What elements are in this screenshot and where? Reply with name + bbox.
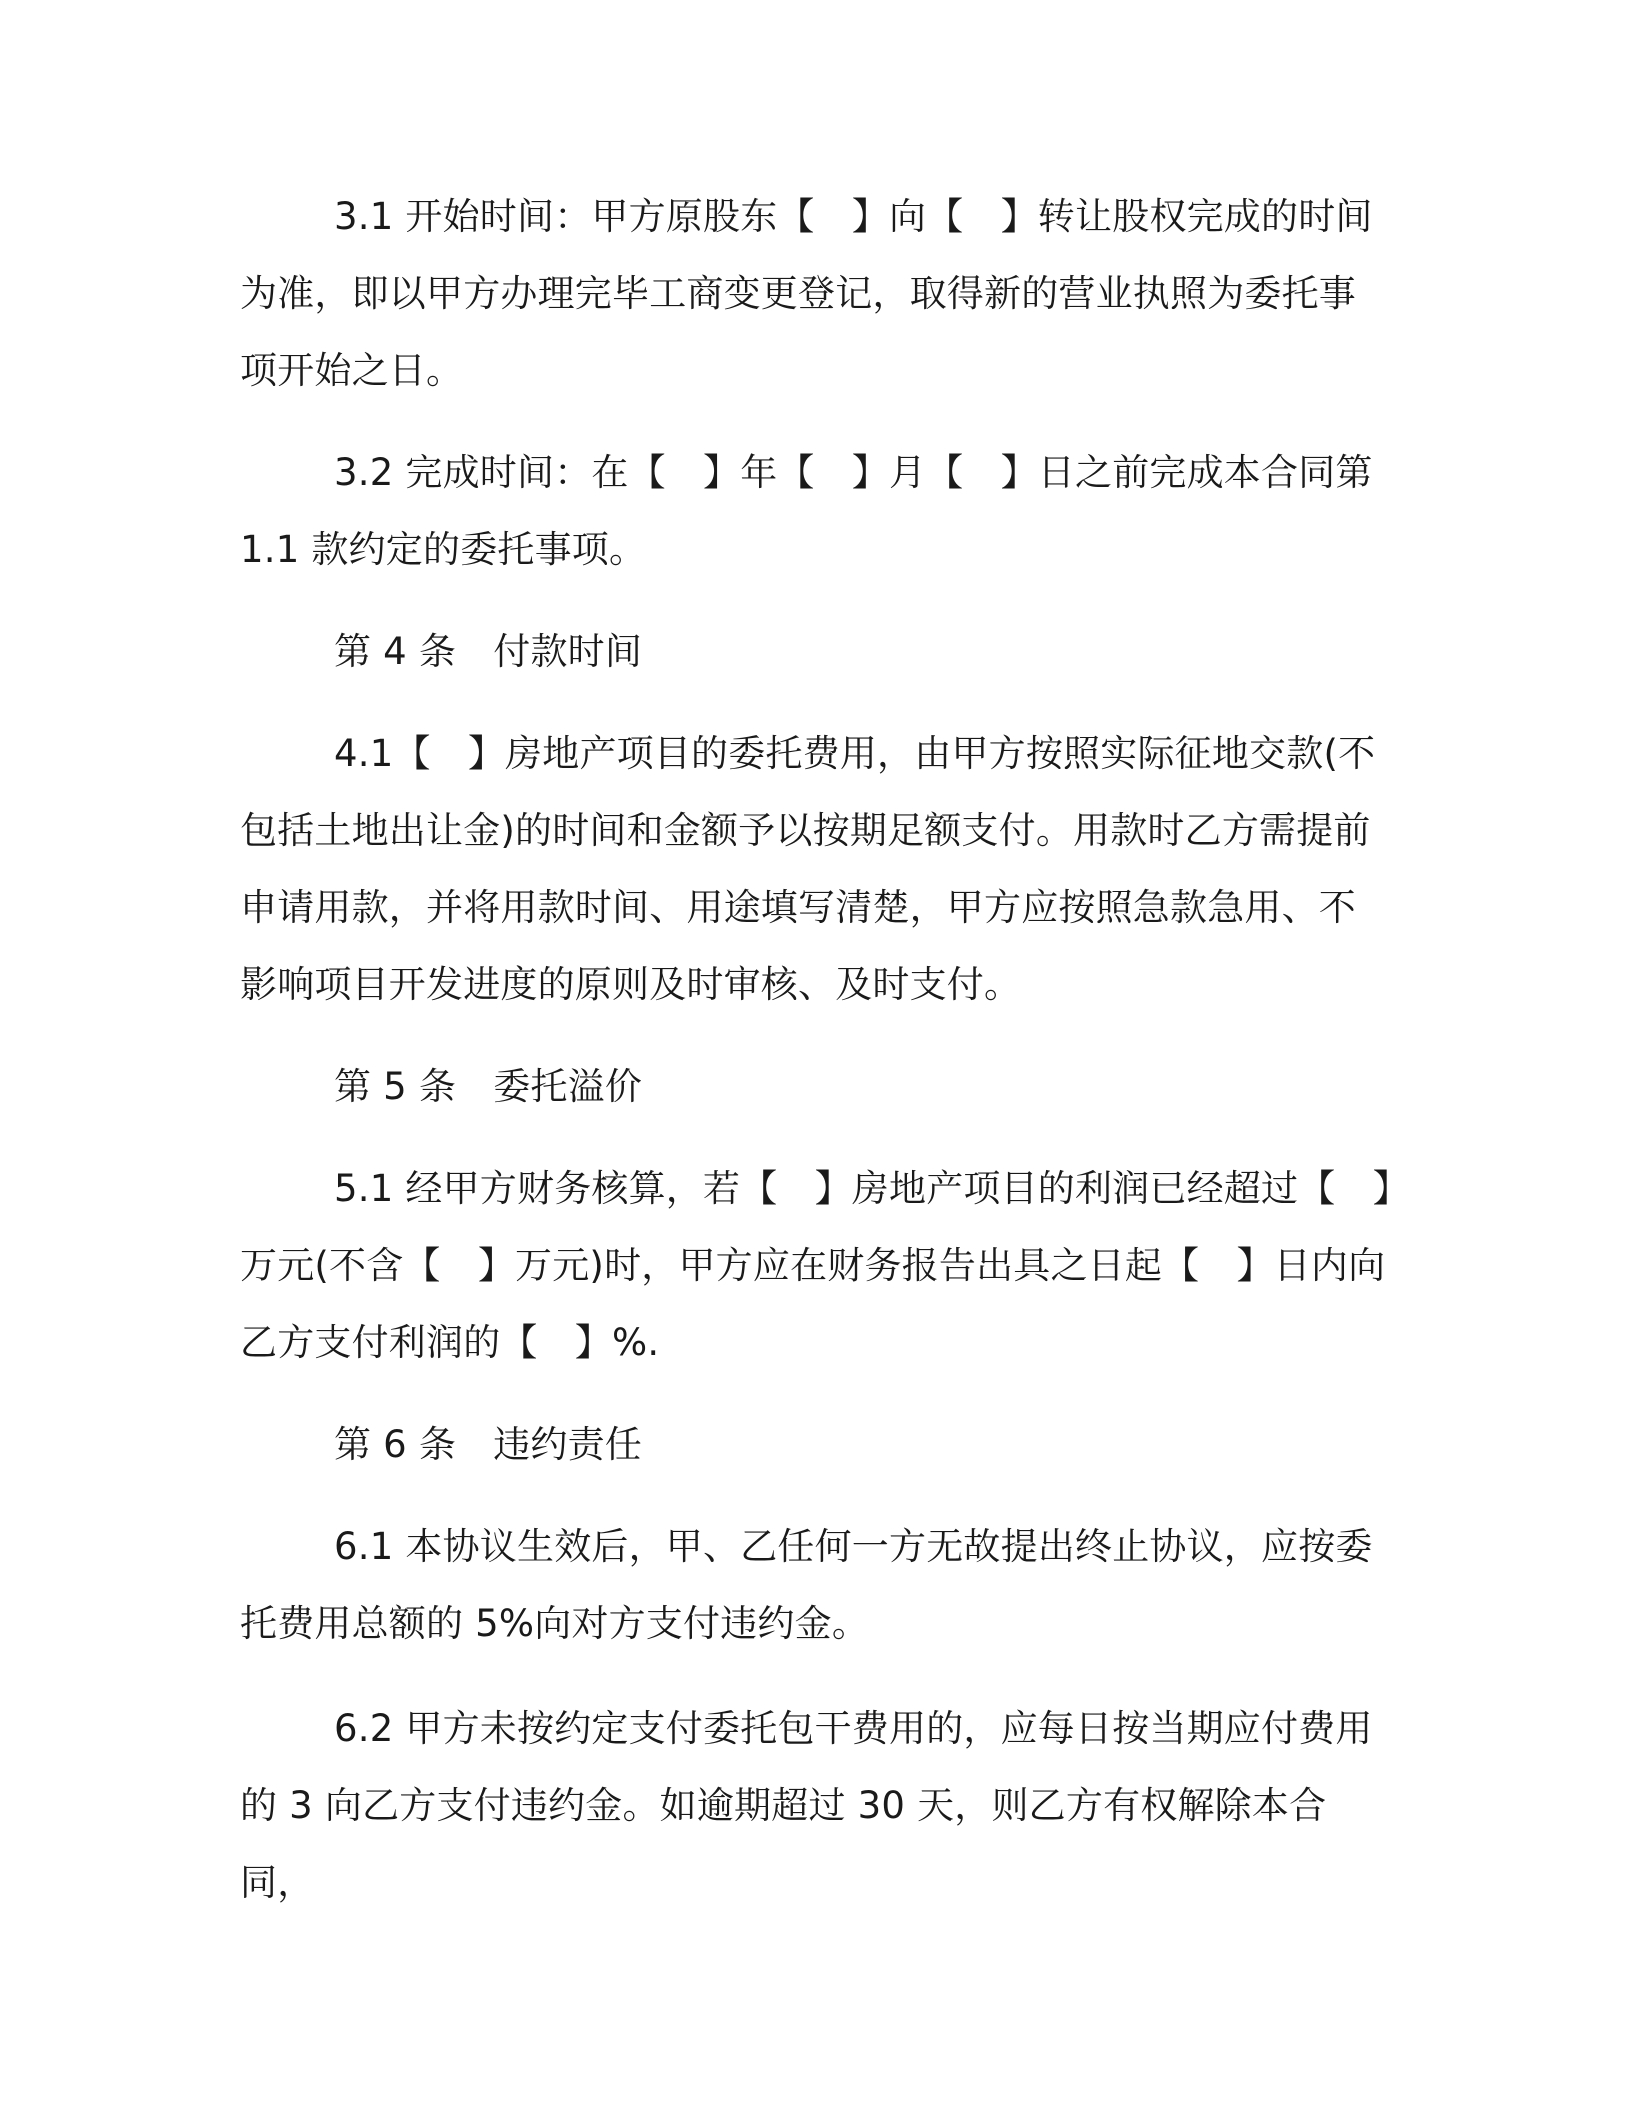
article-4-heading: 第 4 条 付款时间 <box>334 630 643 673</box>
clause-6-1: 6.1 本协议生效后，甲、乙任何一方无故提出终止协议，应按委托费用总额的 5%向对方支付违约金。 <box>240 1525 1373 1645</box>
clause-3-2: 3.2 完成时间：在【 】年【 】月【 】日之前完成本合同第 1.1 款约定的委托事项。 <box>240 451 1373 571</box>
article-5-heading: 第 5 条 委托溢价 <box>334 1065 643 1108</box>
clause-6-2: 6.2 甲方未按约定支付委托包干费用的，应每日按当期应付费用的 3 向乙方支付违约金。如逾期超过 30 天，则乙方有权解除本合同， <box>240 1707 1373 1904</box>
article-6-heading: 第 6 条 违约责任 <box>334 1423 643 1466</box>
clause-5-1: 5.1 经甲方财务核算，若【 】房地产项目的利润已经超过【 】万元(不含【 】万元)时，甲方应在财务报告出具之日起【 】日内向乙方支付利润的【 】%. <box>240 1167 1392 1364</box>
clause-4-1: 4.1【 】房地产项目的委托费用，由甲方按照实际征地交款(不包括土地出让金)的时间和金额予以按期足额支付。用款时乙方需提前申请用款，并将用款时间、用途填写清楚，甲方应按照急款急用、不影响项目开发进度的原则及时审核、及时支付。 <box>240 732 1376 1006</box>
document-body <box>240 178 1392 1921</box>
clause-3-1: 3.1 开始时间：甲方原股东【 】向【 】转让股权完成的时间为准，即以甲方办理完毕工商变更登记，取得新的营业执照为委托事项开始之日。 <box>240 195 1373 392</box>
